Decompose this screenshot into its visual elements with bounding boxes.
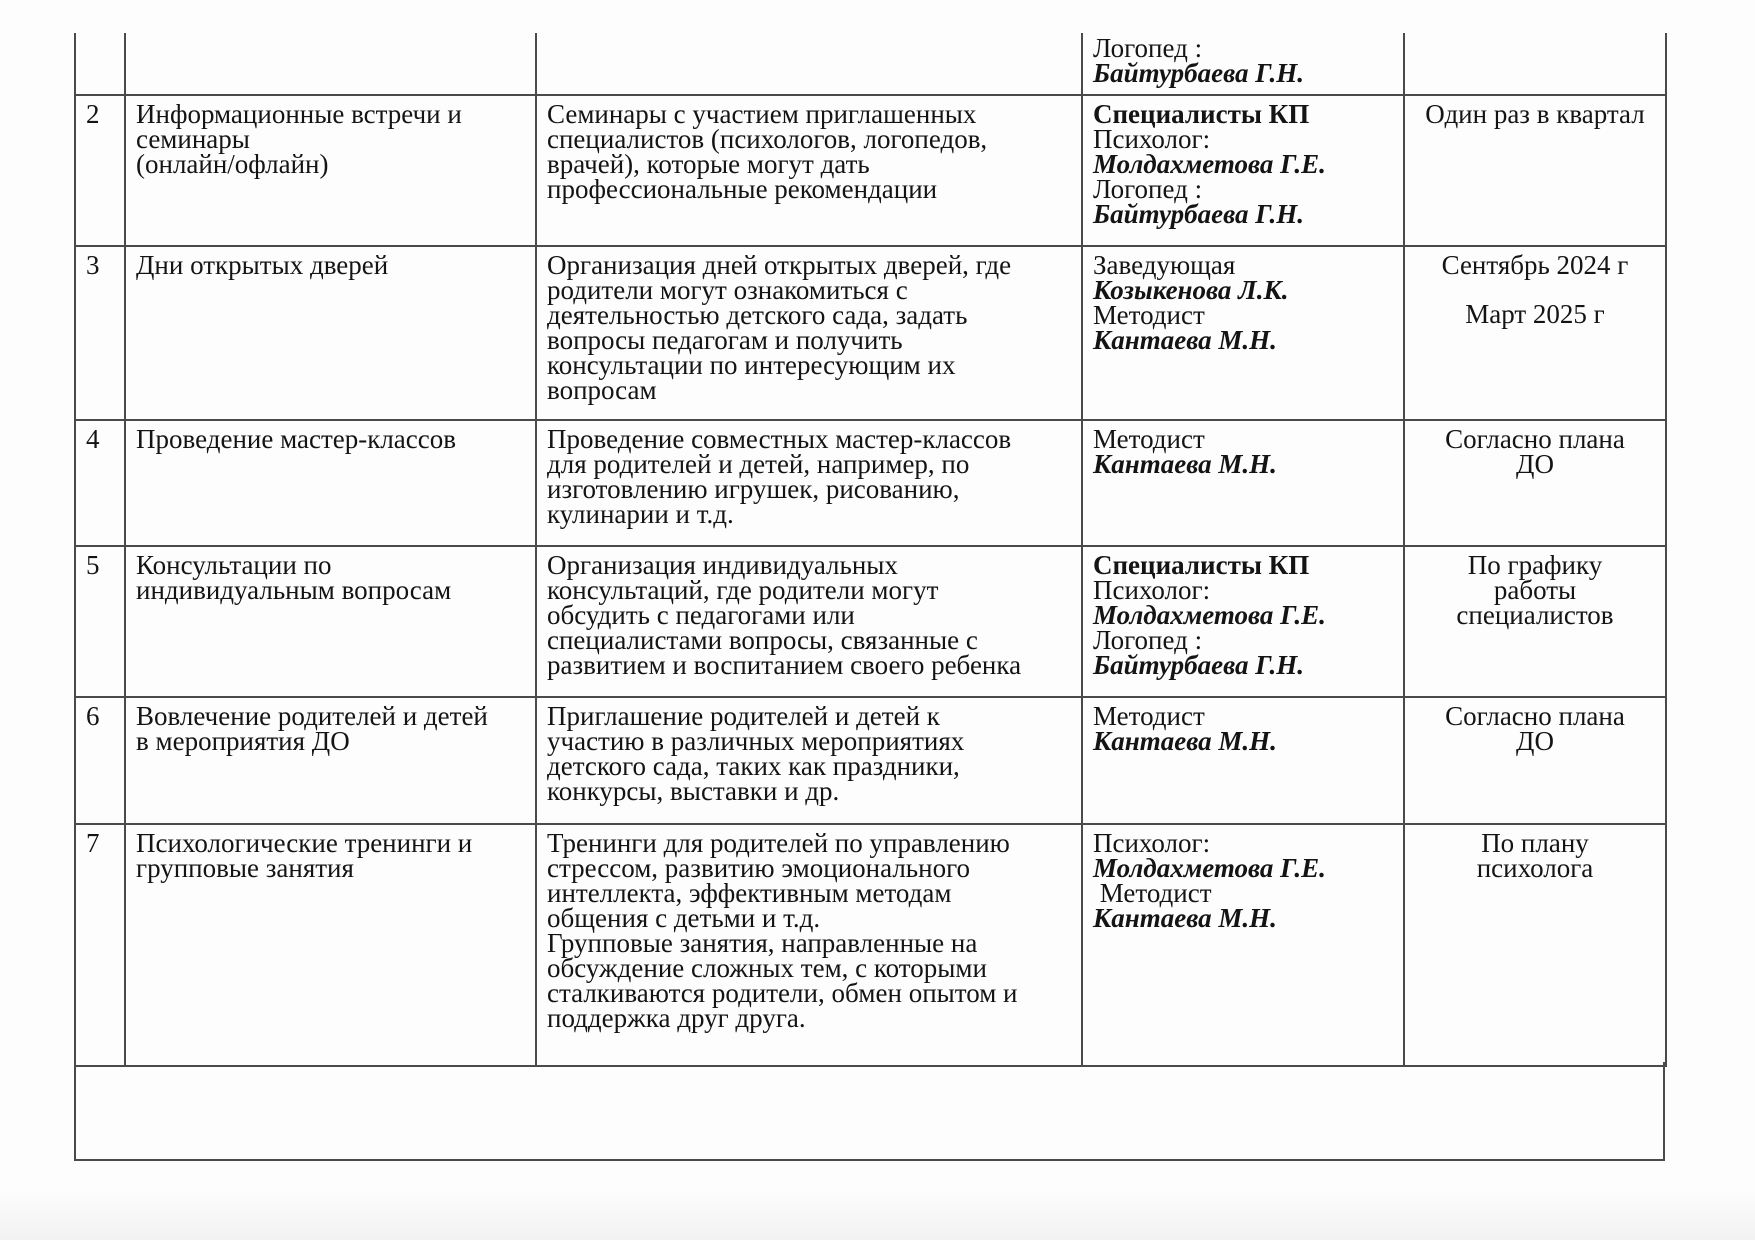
responsible-cell [1082, 546, 1404, 697]
responsible-role: Методист [1093, 424, 1205, 454]
table-row [75, 420, 1666, 546]
description-line: конкурсы, выставки и др. [547, 776, 840, 806]
description-line: Организация дней открытых дверей, где [547, 250, 1012, 280]
event-name-cell [125, 33, 536, 95]
event-description-cell [536, 33, 1082, 95]
responsible-cell [1082, 95, 1404, 246]
row-number-cell [75, 546, 125, 697]
timing-cell [1404, 246, 1666, 420]
event-name-line: Проведение мастер-классов [136, 424, 457, 454]
table-row [75, 246, 1666, 420]
timing-line: Согласно плана [1445, 424, 1625, 454]
event-name-line: Информационные встречи и [136, 99, 462, 129]
timing-line: Один раз в квартал [1425, 99, 1645, 129]
timing-line: ДО [1516, 449, 1554, 479]
description-line: специалистами вопросы, связанные с [547, 625, 978, 655]
event-description-cell [536, 420, 1082, 546]
responsible-role: Специалисты КП [1093, 99, 1310, 129]
responsible-role: Психолог: [1093, 124, 1211, 154]
description-line: Тренинги для родителей по управлению [547, 828, 1010, 858]
event-name-line: (онлайн/офлайн) [136, 149, 329, 179]
timing-cell [1404, 33, 1666, 95]
responsible-role: Психолог: [1093, 575, 1211, 605]
event-name-line: в мероприятия ДО [136, 726, 350, 756]
event-name-line: групповые занятия [136, 853, 354, 883]
row-number-cell [75, 246, 125, 420]
description-line: обсуждение сложных тем, с которыми [547, 953, 987, 983]
table-row [75, 546, 1666, 697]
responsible-person-name: Козыкенова Л.К. [1093, 275, 1289, 305]
responsible-role: Логопед : [1093, 33, 1203, 63]
responsible-role: Методист [1093, 878, 1212, 908]
event-name-cell [125, 546, 536, 697]
timing-line: Сентябрь 2024 г [1441, 250, 1629, 280]
description-line: родители могут ознакомиться с [547, 275, 908, 305]
timing-line: По плану [1481, 828, 1589, 858]
description-line: врачей), которые могут дать [547, 149, 870, 179]
responsible-person-name: Кантаева М.Н. [1093, 903, 1277, 933]
row-number: 3 [86, 250, 100, 280]
description-line: обсудить с педагогами или [547, 600, 855, 630]
empty-footer-row [74, 1062, 1665, 1161]
event-name-line: семинары [136, 124, 250, 154]
table-row [75, 33, 1666, 95]
description-line: детского сада, таких как праздники, [547, 751, 960, 781]
timing-line: По графику [1467, 550, 1603, 580]
event-description-cell [536, 95, 1082, 246]
description-line: кулинарии и т.д. [547, 499, 734, 529]
description-line: Приглашение родителей и детей к [547, 701, 940, 731]
responsible-role: Логопед : [1093, 625, 1203, 655]
timing-line: работы [1493, 575, 1577, 605]
responsible-person-name: Молдахметова Г.Е. [1093, 600, 1326, 630]
table-row [75, 697, 1666, 824]
timing-cell [1404, 420, 1666, 546]
responsible-cell [1082, 33, 1404, 95]
description-line: профессиональные рекомендации [547, 174, 938, 204]
table-body [75, 33, 1666, 1066]
description-line: стрессом, развитию эмоционального [547, 853, 970, 883]
responsible-cell [1082, 246, 1404, 420]
timing-cell [1404, 546, 1666, 697]
responsible-person-name: Байтурбаева Г.Н. [1093, 650, 1304, 680]
description-line: участию в различных мероприятиях [547, 726, 965, 756]
timing-cell [1404, 824, 1666, 1066]
responsible-person-name: Байтурбаева Г.Н. [1093, 199, 1304, 229]
event-name-line: индивидуальным вопросам [136, 575, 452, 605]
description-line: поддержка друг друга. [547, 1003, 806, 1033]
row-number-cell [75, 95, 125, 246]
responsible-role: Специалисты КП [1093, 550, 1310, 580]
description-line: сталкиваются родители, обмен опытом и [547, 978, 1018, 1008]
row-number-cell [75, 420, 125, 546]
description-line: деятельностью детского сада, задать [547, 300, 968, 330]
table-row [75, 95, 1666, 246]
description-line: Семинары с участием приглашенных [547, 99, 977, 129]
timing-line: Согласно плана [1445, 701, 1625, 731]
responsible-person-name: Молдахметова Г.Е. [1093, 149, 1326, 179]
row-number: 6 [86, 701, 100, 731]
table-row [75, 824, 1666, 1066]
events-table [74, 33, 1667, 1067]
scan-edge-shadow [0, 1190, 1755, 1240]
description-line: для родителей и детей, например, по [547, 449, 970, 479]
timing-cell [1404, 95, 1666, 246]
row-number-cell [75, 33, 125, 95]
description-line: общения с детьми и т.д. [547, 903, 821, 933]
description-line: вопросам [547, 375, 657, 405]
responsible-role: Методист [1093, 701, 1205, 731]
event-name-cell [125, 824, 536, 1066]
description-line: вопросы педагогам и получить [547, 325, 903, 355]
responsible-role: Заведующая [1093, 250, 1236, 280]
event-description-cell [536, 824, 1082, 1066]
responsible-person-name: Молдахметова Г.Е. [1093, 853, 1326, 883]
event-description-cell [536, 546, 1082, 697]
description-line: Проведение совместных мастер-классов [547, 424, 1012, 454]
row-number: 7 [86, 828, 100, 858]
event-name-line: Психологические тренинги и [136, 828, 473, 858]
responsible-person-name: Кантаева М.Н. [1093, 325, 1277, 355]
description-line: Организация индивидуальных [547, 550, 898, 580]
responsible-role: Психолог: [1093, 828, 1211, 858]
row-number: 2 [86, 99, 100, 129]
responsible-cell [1082, 697, 1404, 824]
timing-line: Март 2025 г [1465, 299, 1605, 329]
event-name-line: Консультации по [136, 550, 332, 580]
timing-cell [1404, 697, 1666, 824]
description-line: Групповые занятия, направленные на [547, 928, 978, 958]
event-description-cell [536, 697, 1082, 824]
description-line: консультаций, где родители могут [547, 575, 939, 605]
responsible-role: Логопед : [1093, 174, 1203, 204]
row-number-cell [75, 824, 125, 1066]
event-name-cell [125, 246, 536, 420]
description-line: консультации по интересующим их [547, 350, 956, 380]
responsible-role: Методист [1093, 300, 1205, 330]
timing-line: психолога [1476, 853, 1594, 883]
event-description-cell [536, 246, 1082, 420]
row-number: 5 [86, 550, 100, 580]
timing-line: ДО [1516, 726, 1554, 756]
description-line: развитием и воспитанием своего ребенка [547, 650, 1022, 680]
description-line: интеллекта, эффективным методам [547, 878, 952, 908]
event-name-cell [125, 697, 536, 824]
timing-line: специалистов [1456, 600, 1614, 630]
description-line: специалистов (психологов, логопедов, [547, 124, 988, 154]
description-line: изготовлению игрушек, рисованию, [547, 474, 960, 504]
row-number: 4 [86, 424, 100, 454]
row-number-cell [75, 697, 125, 824]
event-name-line: Дни открытых дверей [136, 250, 389, 280]
responsible-cell [1082, 420, 1404, 546]
responsible-person-name: Кантаева М.Н. [1093, 726, 1277, 756]
event-name-cell [125, 95, 536, 246]
event-name-line: Вовлечение родителей и детей [136, 701, 488, 731]
responsible-person-name: Байтурбаева Г.Н. [1093, 58, 1304, 88]
responsible-cell [1082, 824, 1404, 1066]
responsible-person-name: Кантаева М.Н. [1093, 449, 1277, 479]
event-name-cell [125, 420, 536, 546]
